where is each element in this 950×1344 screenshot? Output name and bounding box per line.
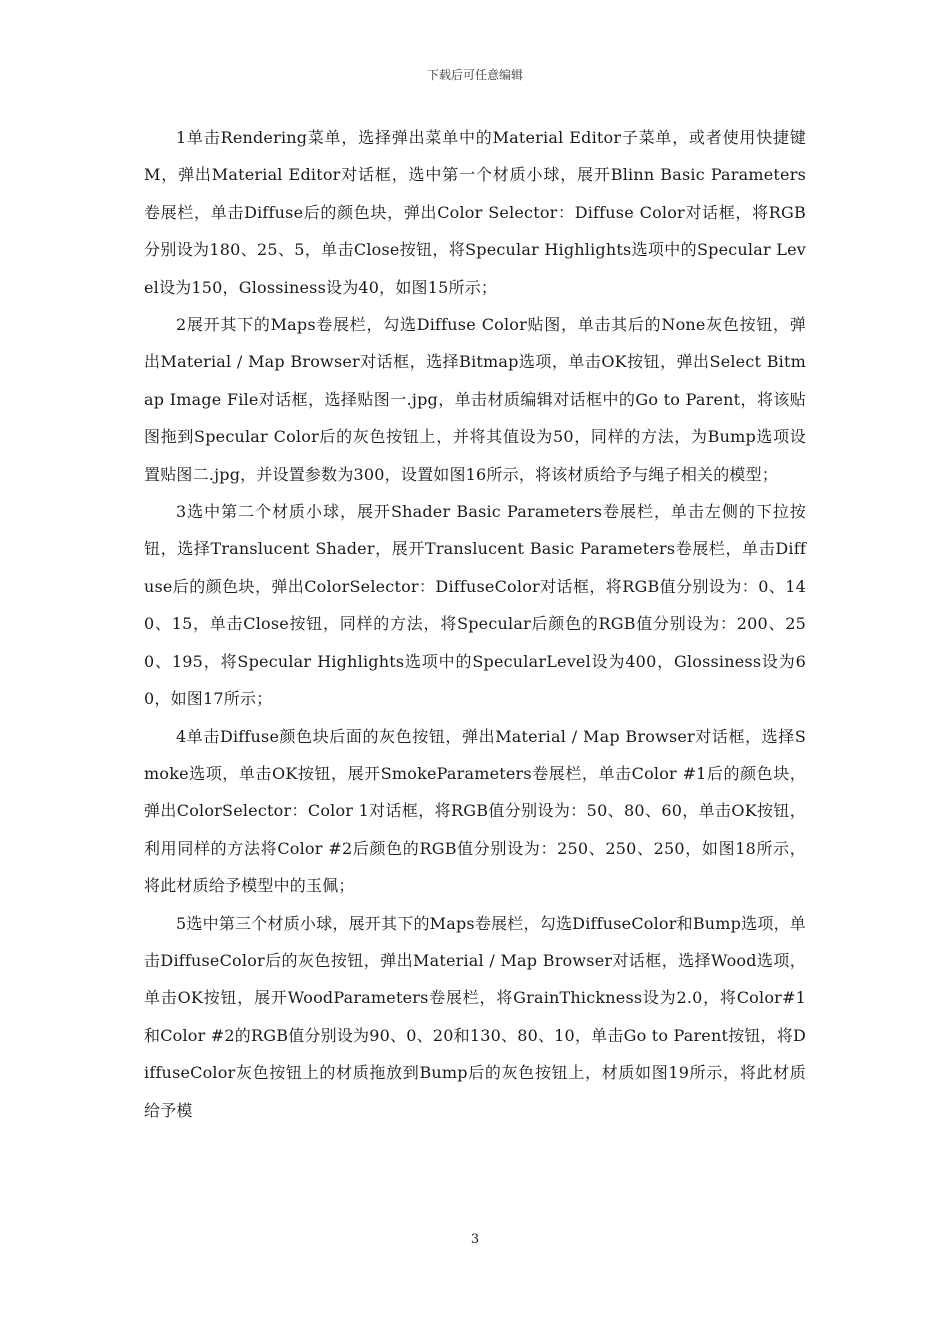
paragraph-step-5: 5选中第三个材质小球，展开其下的Maps卷展栏，勾选DiffuseColor和Bump选项，单击DiffuseColor后的灰色按钮，弹出Material / Map Browser对话框，选择Wood选项，单击OK按钮，展开WoodParameters卷展栏，将GrainThickness设为2.0，将Color#1和Color #2的RGB值分别设为90、0、20和130、80、10，单击Go to Parent按钮，将DiffuseColor灰色按钮上的材质拖放到Bump后的灰色按钮上，材质如图19所示，将此材质给予模: [144, 913, 806, 1120]
paragraph-step-1: 1单击Rendering菜单，选择弹出菜单中的Material Editor子菜单，或者使用快捷键M，弹出Material Editor对话框，选中第一个材质小球，展开Blinn Basic Parameters卷展栏，单击Diffuse后的颜色块，弹出Color Selector：Diffuse Color对话框，将RGB分别设为180、25、5，单击Close按钮，将Specular Highlights选项中的Specular Level设为150，Glossiness设为40，如图15所示；: [144, 128, 806, 297]
paragraph-step-4: 4单击Diffuse颜色块后面的灰色按钮，弹出Material / Map Browser对话框，选择Smoke选项，单击OK按钮，展开SmokeParameters卷展栏，单击Color #1后的颜色块，弹出ColorSelector：Color 1对话框，将RGB值分别设为：50、80、60，单击OK按钮，利用同样的方法将Color #2后颜色的RGB值分别设为：250、250、250，如图18所示，将此材质给予模型中的玉佩；: [144, 726, 806, 896]
paragraph-step-3: 3选中第二个材质小球，展开Shader Basic Parameters卷展栏，单击左侧的下拉按钮，选择Translucent Shader，展开Translucent Basic Parameters卷展栏，单击Diffuse后的颜色块，弹出ColorSelector：DiffuseColor对话框，将RGB值分别设为：0、140、15，单击Close按钮，同样的方法，将Specular后颜色的RGB值分别设为：200、250、195，将Specular Highlights选项中的SpecularLevel设为400，Glossiness设为60，如图17所示；: [144, 502, 806, 709]
page-header: 下载后可任意编辑: [426, 68, 523, 82]
paragraph-step-2: 2展开其下的Maps卷展栏，勾选Diffuse Color贴图，单击其后的None灰色按钮，弹出Material / Map Browser对话框，选择Bitmap选项，单击OK按钮，弹出Select Bitmap Image File对话框，选择贴图一.jpg，单击材质编辑对话框中的Go to Parent，将该贴图拖到Specular Color后的灰色按钮上，并将其值设为50，同样的方法，为Bump选项设置贴图二.jpg，并设置参数为300，设置如图16所示，将该材质给予与绳子相关的模型；: [144, 315, 806, 484]
page-number: 3: [470, 1232, 480, 1247]
document-body: [144, 119, 806, 1129]
